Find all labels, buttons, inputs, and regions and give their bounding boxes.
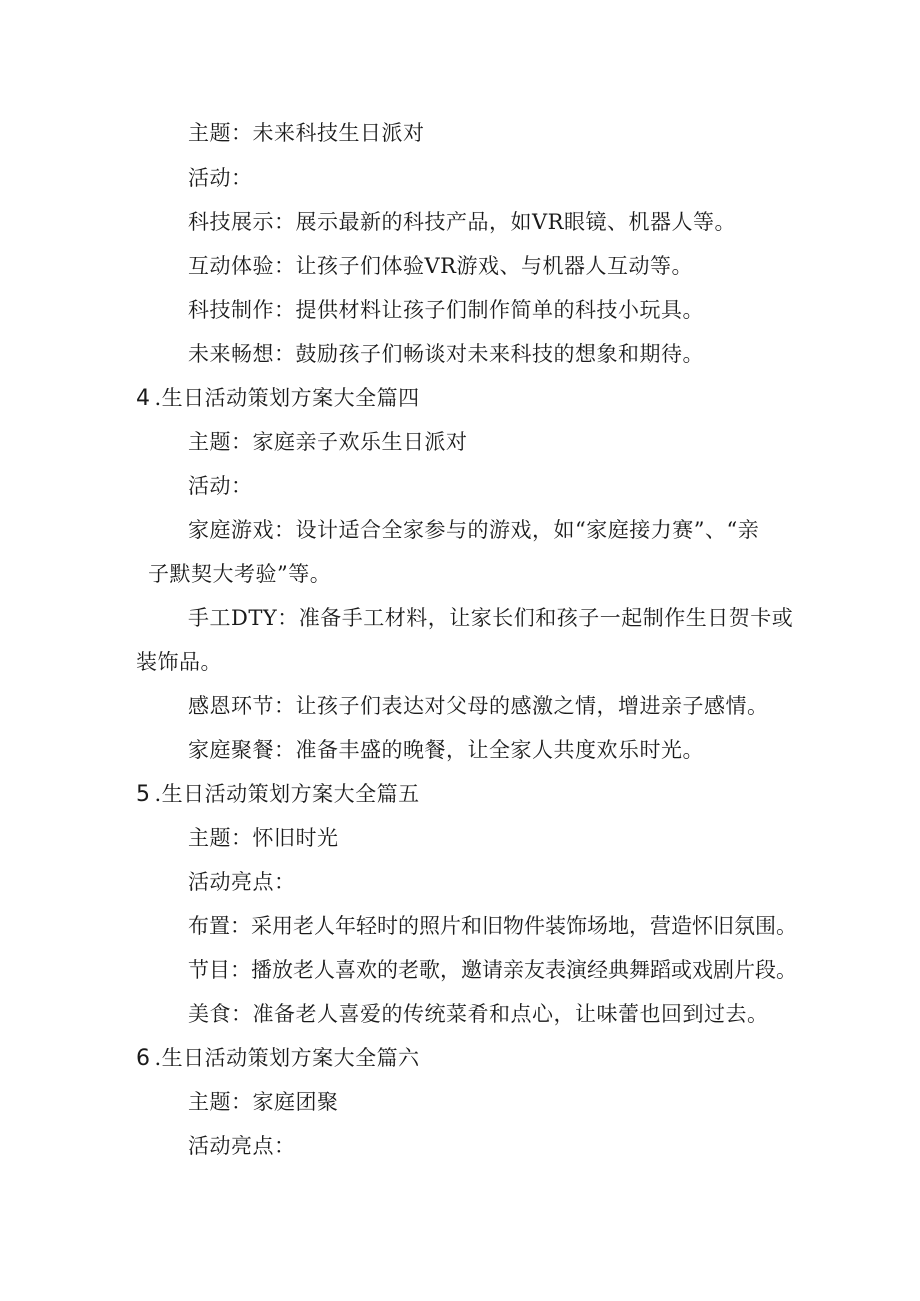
- section-heading-5: [136, 779, 420, 810]
- highlight-item: 布置：采用老人年轻时的照片和旧物件装饰场地，营造怀旧氛围。: [188, 914, 797, 938]
- theme-line: 主题：家庭团聚: [188, 1090, 339, 1114]
- activity-item: 互动体验：让孩子们体验VR游戏、与机器人互动等。: [188, 254, 693, 278]
- section-number: 4: [136, 386, 151, 411]
- highlights-label: 活动亮点：: [188, 870, 296, 894]
- section-number: 5: [136, 782, 151, 807]
- highlight-item: 美食：准备老人喜爱的传统菜肴和点心，让味蕾也回到过去。: [188, 1002, 769, 1026]
- section-title: .生日活动策划方案大全篇五: [154, 782, 420, 806]
- section-title: .生日活动策划方案大全篇六: [154, 1046, 420, 1070]
- section-heading-6: [136, 1043, 420, 1074]
- activity-item: 家庭游戏：设计适合全家参与的游戏，如“家庭接力赛”、“亲: [188, 518, 760, 542]
- section-number: 6: [136, 1046, 151, 1071]
- highlights-label: 活动亮点：: [188, 1134, 296, 1158]
- activity-label: 活动：: [188, 166, 253, 190]
- theme-line: 主题：未来科技生日派对: [188, 121, 425, 145]
- activity-item: 科技制作：提供材料让孩子们制作简单的科技小玩具。: [188, 298, 704, 322]
- highlight-item: 节目：播放老人喜欢的老歌，邀请亲友表演经典舞蹈或戏剧片段。: [188, 958, 797, 982]
- activity-item-continuation: 装饰品。: [136, 650, 222, 674]
- theme-line: 主题：家庭亲子欢乐生日派对: [188, 430, 468, 454]
- theme-line: 主题：怀旧时光: [188, 826, 339, 850]
- section-heading-4: [136, 383, 420, 414]
- activity-item: 未来畅想：鼓励孩子们畅谈对未来科技的想象和期待。: [188, 342, 704, 366]
- activity-item-continuation: 子默契大考验”等。: [148, 562, 332, 586]
- activity-item: 感恩环节：让孩子们表达对父母的感激之情，增进亲子感情。: [188, 694, 769, 718]
- activity-item: 家庭聚餐：准备丰盛的晚餐，让全家人共度欢乐时光。: [188, 738, 704, 762]
- activity-item: 科技展示：展示最新的科技产品，如VR眼镜、机器人等。: [188, 210, 736, 234]
- activity-label: 活动：: [188, 474, 253, 498]
- activity-item: 手工DTY：准备手工材料，让家长们和孩子一起制作生日贺卡或: [188, 606, 794, 630]
- section-title: .生日活动策划方案大全篇四: [154, 386, 420, 410]
